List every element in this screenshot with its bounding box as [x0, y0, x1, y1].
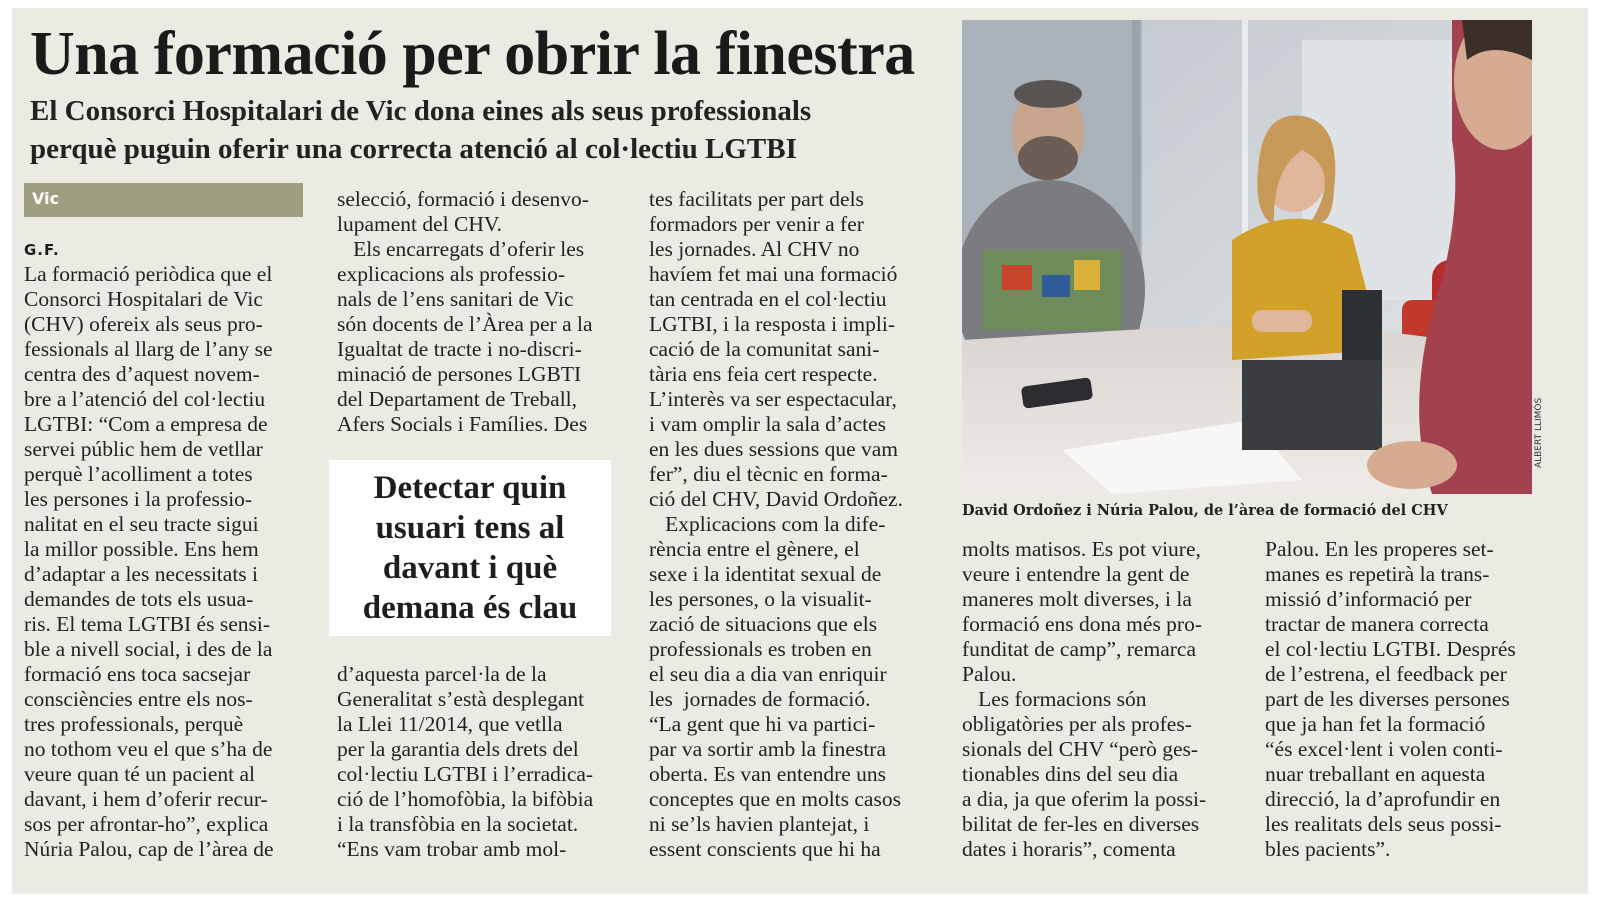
- text-line: bles pacients”.: [1265, 837, 1391, 861]
- text-line: tractar de manera correcta: [1265, 612, 1489, 636]
- section-label-bar: [24, 183, 303, 217]
- text-line: sos per afrontar-ho”, explica: [24, 812, 269, 836]
- subhead-line: El Consorci Hospitalari de Vic dona eines als seus professionals: [30, 95, 812, 127]
- section-label: Vic: [32, 189, 60, 208]
- text-line: demandes de tots els usua-: [24, 587, 254, 611]
- text-line: par va sortir amb la finestra: [649, 737, 887, 761]
- text-line: “La gent que hi va partici-: [649, 712, 876, 736]
- column-1: [24, 262, 309, 862]
- text-line: selecció, formació i desenvo-: [337, 187, 589, 211]
- text-line: no tothom veu el que s’ha de: [24, 737, 273, 761]
- text-line: Igualtat de tracte i no-discri-: [337, 337, 582, 361]
- pull-quote-line: davant i què: [382, 550, 558, 586]
- text-line: havíem fet mai una formació: [649, 262, 898, 286]
- text-line: “és excel·lent i volen conti-: [1265, 737, 1503, 761]
- text-line: sexe i la identitat sexual de: [649, 562, 882, 586]
- text-line: explicacions als professio-: [337, 262, 566, 286]
- text-line: nuar treballant en aquesta: [1265, 762, 1486, 786]
- column-2-bottom: [337, 662, 622, 862]
- headline: Una formació per obrir la finestra: [30, 20, 915, 88]
- text-line: fer”, diu el tècnic en forma-: [649, 462, 888, 486]
- subhead-line: perquè puguin oferir una correcta atenció al col·lectiu LGTBI: [30, 133, 797, 165]
- text-line: Els encarregats d’oferir les: [337, 237, 585, 261]
- text-line: són docents de l’Àrea per a la: [337, 312, 593, 336]
- column-5: [1265, 537, 1565, 862]
- article-photo: [962, 20, 1532, 494]
- text-line: professionals es troben en: [649, 637, 872, 661]
- subheadline: [30, 92, 960, 168]
- text-line: fessionals al llarg de l’any se: [24, 337, 273, 361]
- text-line: les realitats dels seus possi-: [1265, 812, 1502, 836]
- pull-quote-line: usuari tens al: [375, 510, 565, 546]
- text-line: bre a l’atenció del col·lectiu: [24, 387, 266, 411]
- text-line: ni se’ls havien plantejat, i: [649, 812, 870, 836]
- text-line: formadors per venir a fer: [649, 212, 864, 236]
- text-line: LGTBI: “Com a empresa de: [24, 412, 268, 436]
- text-line: i la transfòbia en la societat.: [337, 812, 579, 836]
- pull-quote-line: Detectar quin: [373, 470, 567, 506]
- text-line: les jornades. Al CHV no: [649, 237, 860, 261]
- text-line: les persones, o la visualit-: [649, 587, 872, 611]
- text-line: cació de la comunitat sani-: [649, 337, 880, 361]
- text-line: maneres molt diverses, i la: [962, 587, 1192, 611]
- newspaper-page: [12, 8, 1588, 894]
- text-line: veure i entendre la gent de: [962, 562, 1190, 586]
- author-byline: G.F.: [24, 241, 60, 259]
- text-line: veure quan té un pacient al: [24, 762, 256, 786]
- text-line: tan centrada en el col·lectiu: [649, 287, 887, 311]
- text-line: missió d’informació per: [1265, 587, 1472, 611]
- text-line: perquè l’acolliment a totes: [24, 462, 253, 486]
- text-line: servei públic hem de vetllar: [24, 437, 263, 461]
- text-line: minació de persones LGBTI: [337, 362, 582, 386]
- text-line: a dia, ja que oferim la possi-: [962, 787, 1207, 811]
- text-line: LGTBI, i la resposta i impli-: [649, 312, 896, 336]
- text-line: sionals del CHV “però ges-: [962, 737, 1199, 761]
- text-line: Palou.: [962, 662, 1017, 686]
- text-line: Consorci Hospitalari de Vic: [24, 287, 263, 311]
- text-line: d’aquesta parcel·la de la: [337, 662, 547, 686]
- text-line: tres professionals, perquè: [24, 712, 244, 736]
- text-line: tes facilitats per part dels: [649, 187, 864, 211]
- text-line: nals de l’ens sanitari de Vic: [337, 287, 574, 311]
- text-line: tària ens feia cert respecte.: [649, 362, 878, 386]
- text-line: consciències entre els nos-: [24, 687, 253, 711]
- text-line: rència entre el gènere, el: [649, 537, 860, 561]
- text-line: manes es repetirà la trans-: [1265, 562, 1490, 586]
- text-line: lupament del CHV.: [337, 212, 503, 236]
- text-line: essent conscients que hi ha: [649, 837, 881, 861]
- text-line: “Ens vam trobar amb mol-: [337, 837, 567, 861]
- photo-illustration: [962, 20, 1532, 494]
- text-line: Les formacions són: [962, 687, 1147, 711]
- text-line: L’interès va ser espectacular,: [649, 387, 897, 411]
- text-line: les persones i la professio-: [24, 487, 253, 511]
- text-line: La formació periòdica que el: [24, 262, 273, 286]
- pull-quote-box: [329, 460, 611, 636]
- text-line: part de les diverses persones: [1265, 687, 1510, 711]
- text-line: tionables dins del seu dia: [962, 762, 1179, 786]
- text-line: per la garantia dels drets del: [337, 737, 579, 761]
- text-line: col·lectiu LGTBI i l’erradica-: [337, 762, 594, 786]
- column-4: [962, 537, 1247, 862]
- text-line: direcció, la d’aprofundir en: [1265, 787, 1501, 811]
- text-line: formació ens toca sacsejar: [24, 662, 251, 686]
- text-line: nalitat en el seu tracte sigui: [24, 512, 259, 536]
- text-line: en les dues sessions que vam: [649, 437, 899, 461]
- text-line: ció de l’homofòbia, la bifòbia: [337, 787, 594, 811]
- text-line: ble a nivell social, i des de la: [24, 637, 273, 661]
- text-line: funditat de camp”, remarca: [962, 637, 1196, 661]
- text-line: molts matisos. Es pot viure,: [962, 537, 1201, 561]
- text-line: Explicacions com la dife-: [649, 512, 886, 536]
- text-line: conceptes que en molts casos: [649, 787, 901, 811]
- text-line: i vam omplir la sala d’actes: [649, 412, 887, 436]
- text-line: Palou. En les properes set-: [1265, 537, 1494, 561]
- text-line: que ja han fet la formació: [1265, 712, 1486, 736]
- column-2-top: [337, 187, 622, 437]
- text-line: Núria Palou, cap de l’àrea de: [24, 837, 274, 861]
- text-line: dates i horaris”, comenta: [962, 837, 1176, 861]
- column-3: [649, 187, 941, 862]
- pull-quote-line: demana és clau: [362, 590, 578, 626]
- text-line: oberta. Es van entendre uns: [649, 762, 887, 786]
- text-line: centra des d’aquest novem-: [24, 362, 260, 386]
- text-line: ció del CHV, David Ordoñez.: [649, 487, 903, 511]
- text-line: ris. El tema LGTBI és sensi-: [24, 612, 271, 636]
- text-line: obligatòries per als profes-: [962, 712, 1192, 736]
- text-line: zació de situacions que els: [649, 612, 878, 636]
- photo-credit: ALBERT LLIMÓS: [1534, 397, 1544, 468]
- text-line: de l’estrena, el feedback per: [1265, 662, 1507, 686]
- text-line: formació ens dona més pro-: [962, 612, 1203, 636]
- text-line: la millor possible. Ens hem: [24, 537, 259, 561]
- photo-caption: David Ordoñez i Núria Palou, de l’àrea de formació del CHV: [962, 502, 1448, 519]
- text-line: d’adaptar a les necessitats i: [24, 562, 259, 586]
- text-line: les jornades de formació.: [649, 687, 871, 711]
- text-line: la Llei 11/2014, que vetlla: [337, 712, 563, 736]
- text-line: (CHV) ofereix als seus pro-: [24, 312, 263, 336]
- text-line: el col·lectiu LGTBI. Després: [1265, 637, 1516, 661]
- text-line: del Departament de Treball,: [337, 387, 578, 411]
- text-line: bilitat de fer-les en diverses: [962, 812, 1200, 836]
- text-line: davant, i hem d’oferir recur-: [24, 787, 268, 811]
- text-line: Afers Socials i Famílies. Des: [337, 412, 588, 436]
- text-line: el seu dia a dia van enriquir: [649, 662, 887, 686]
- text-line: Generalitat s’està desplegant: [337, 687, 585, 711]
